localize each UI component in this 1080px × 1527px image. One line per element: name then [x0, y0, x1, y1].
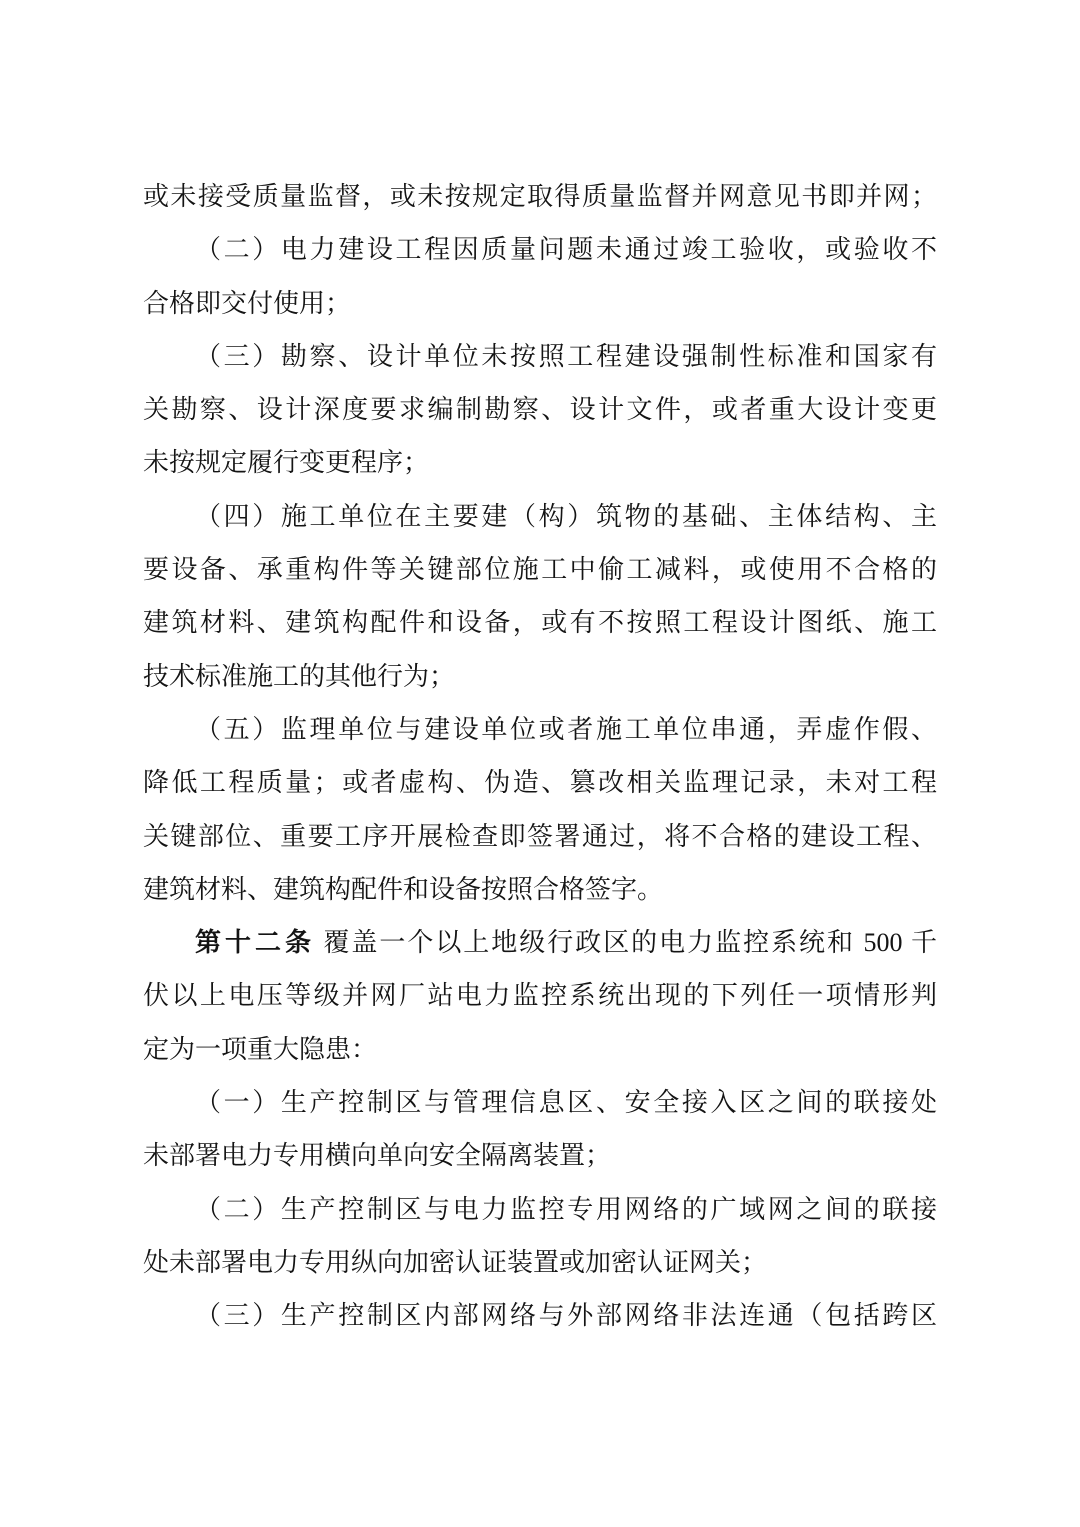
- text-line: （一）生产控制区与管理信息区、安全接入区之间的联接处: [195, 1088, 937, 1118]
- text-line: （二）生产控制区与电力监控专用网络的广域网之间的联接: [195, 1194, 937, 1224]
- text-line: （三）勘察、设计单位未按照工程建设强制性标准和国家有: [195, 341, 937, 371]
- text-line: 建筑材料、建筑构配件和设备按照合格签字。: [143, 874, 664, 904]
- text-line: 要设备、承重构件等关键部位施工中偷工减料，或使用不合格的: [143, 555, 937, 585]
- document-text-block: [143, 170, 937, 1343]
- text-line: 降低工程质量；或者虚构、伪造、篡改相关监理记录，未对工程: [143, 768, 937, 798]
- text-line: （五）监理单位与建设单位或者施工单位串通，弄虚作假、: [195, 714, 937, 744]
- text-line: 或未接受质量监督，或未按规定取得质量监督并网意见书即并网；: [143, 182, 937, 211]
- text-line: 合格即交付使用；: [143, 288, 352, 318]
- text-line: （三）生产控制区内部网络与外部网络非法连通（包括跨区: [195, 1301, 937, 1331]
- article-number: 第十二条: [195, 927, 315, 958]
- text-line: 技术标准施工的其他行为；: [143, 661, 456, 691]
- text-line: （四）施工单位在主要建（构）筑物的基础、主体结构、主: [195, 501, 937, 531]
- text-line: （二）电力建设工程因质量问题未通过竣工验收，或验收不: [195, 235, 937, 265]
- text-line: 定为一项重大隐患：: [143, 1034, 378, 1064]
- text-line: 关勘察、设计深度要求编制勘察、设计文件，或者重大设计变更: [143, 395, 937, 425]
- text-line: 伏以上电压等级并网厂站电力监控系统出现的下列任一项情形判: [143, 981, 937, 1011]
- text-line: 处未部署电力专用纵向加密认证装置或加密认证网关；: [143, 1247, 768, 1277]
- text-line: 第十二条 覆盖一个以上地级行政区的电力监控系统和 500 千: [195, 927, 937, 958]
- text-line: 未部署电力专用横向单向安全隔离装置；: [143, 1141, 612, 1171]
- text-line: 关键部位、重要工序开展检查即签署通过，将不合格的建设工程、: [143, 821, 937, 851]
- text-line: 未按规定履行变更程序；: [143, 448, 430, 478]
- text-line: 建筑材料、建筑构配件和设备，或有不按照工程设计图纸、施工: [143, 608, 937, 638]
